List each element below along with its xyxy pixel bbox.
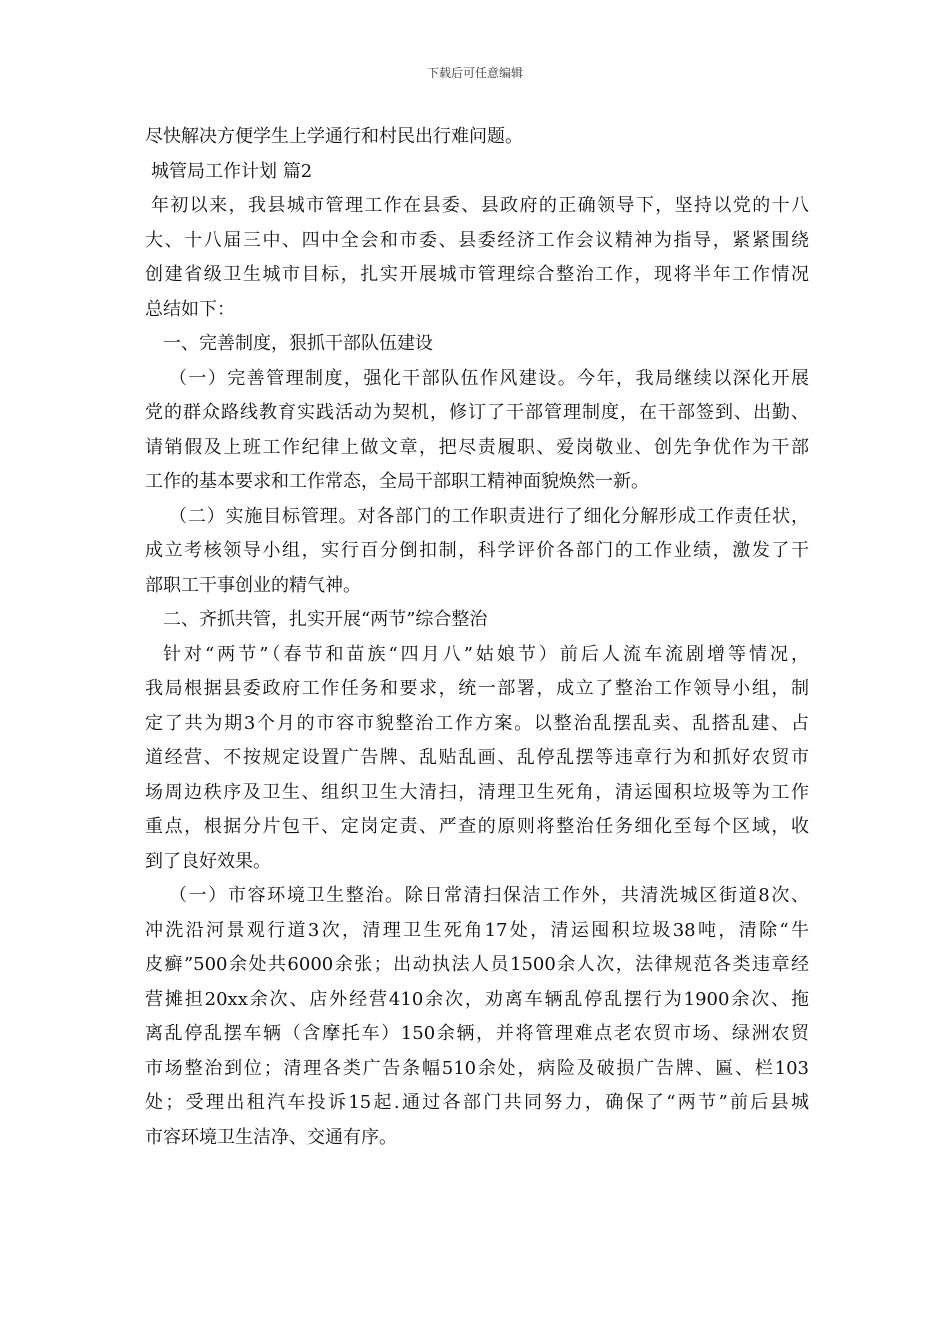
text-line: 年初以来，我县城市管理工作在县委、县政府的正确领导下，坚持以党的十八 — [151, 195, 809, 216]
text-line: 工作的基本要求和工作常态，全局干部职工精神面貌焕然一新。 — [145, 471, 649, 492]
text-line: 总结如下： — [145, 298, 235, 320]
text-line: （一）市容环境卫生整治。除日常清扫保洁工作外，共清洗城区街道8次、 — [169, 885, 809, 906]
text-line: （二）实施目标管理。对各部门的工作职责进行了细化分解形成工作责任状， — [169, 505, 809, 527]
text-line: 离乱停乱摆车辆（含摩托车）150余辆，并将管理难点老农贸市场、绿洲农贸 — [145, 1023, 809, 1044]
text-line: 市场整治到位；清理各类广告条幅510余处，病险及破损广告牌、匾、栏103 — [145, 1057, 809, 1079]
text-line: 冲洗沿河景观行道3次，清理卫生死角17处，清运囤积垃圾38吨，清除“牛 — [145, 919, 809, 941]
text-line: 定了共为期3个月的市容市貌整治工作方案。以整治乱摆乱卖、乱搭乱建、占 — [145, 712, 809, 734]
text-line: 党的群众路线教育实践活动为契机，修订了干部管理制度，在干部签到、出勤、 — [145, 402, 809, 423]
text-line: （一）完善管理制度，强化干部队伍作风建设。今年，我局继续以深化开展 — [169, 367, 809, 389]
section-heading: 一、完善制度，狠抓干部队伍建设 — [163, 333, 433, 354]
text-line: 市容环境卫生洁净、交通有序。 — [145, 1126, 397, 1148]
text-line: 皮癣”500余处共6000余张；出动执法人员1500余人次，法律规范各类违章经 — [145, 954, 809, 975]
section-heading: 二、齐抓共管，扎实开展“两节”综合整治 — [163, 609, 488, 630]
text-line: 处；受理出租汽车投诉15起.通过各部门共同努力，确保了“两节”前后县城 — [145, 1092, 809, 1113]
text-line: 创建省级卫生城市目标，扎实开展城市管理综合整治工作，现将半年工作情况 — [145, 264, 809, 285]
text-line: 针对“两节”（春节和苗族“四月八”姑娘节）前后人流车流剧增等情况， — [163, 643, 809, 665]
text-line: 营摊担20xx余次、店外经营410余次，劝离车辆乱停乱摆行为1900余次、拖 — [145, 988, 809, 1010]
text-line: 场周边秩序及卫生、组织卫生大清扫，清理卫生死角，清运囤积垃圾等为工作 — [145, 781, 809, 803]
text-line: 到了良好效果。 — [145, 850, 271, 872]
text-line: 尽快解决方便学生上学通行和村民出行难问题。 — [145, 126, 523, 147]
section-title: 城管局工作计划 篇2 — [151, 160, 313, 182]
document-body — [145, 120, 809, 1155]
text-line: 成立考核领导小组，实行百分倒扣制，科学评价各部门的工作业绩，激发了干 — [145, 540, 809, 561]
text-line: 道经营、不按规定设置广告牌、乱贴乱画、乱停乱摆等违章行为和抓好农贸市 — [145, 747, 809, 768]
text-line: 大、十八届三中、四中全会和市委、县委经济工作会议精神为指导，紧紧围绕 — [145, 229, 809, 251]
text-line: 请销假及上班工作纪律上做文章，把尽责履职、爱岗敬业、创先争优作为干部 — [145, 436, 809, 458]
text-line: 我局根据县委政府工作任务和要求，统一部署，成立了整治工作领导小组，制 — [145, 678, 809, 699]
page-header: 下载后可任意编辑 — [426, 66, 523, 80]
text-line: 部职工干事创业的精气神。 — [145, 574, 361, 596]
text-line: 重点，根据分片包干、定岗定责、严查的原则将整治任务细化至每个区域，收 — [145, 816, 809, 837]
